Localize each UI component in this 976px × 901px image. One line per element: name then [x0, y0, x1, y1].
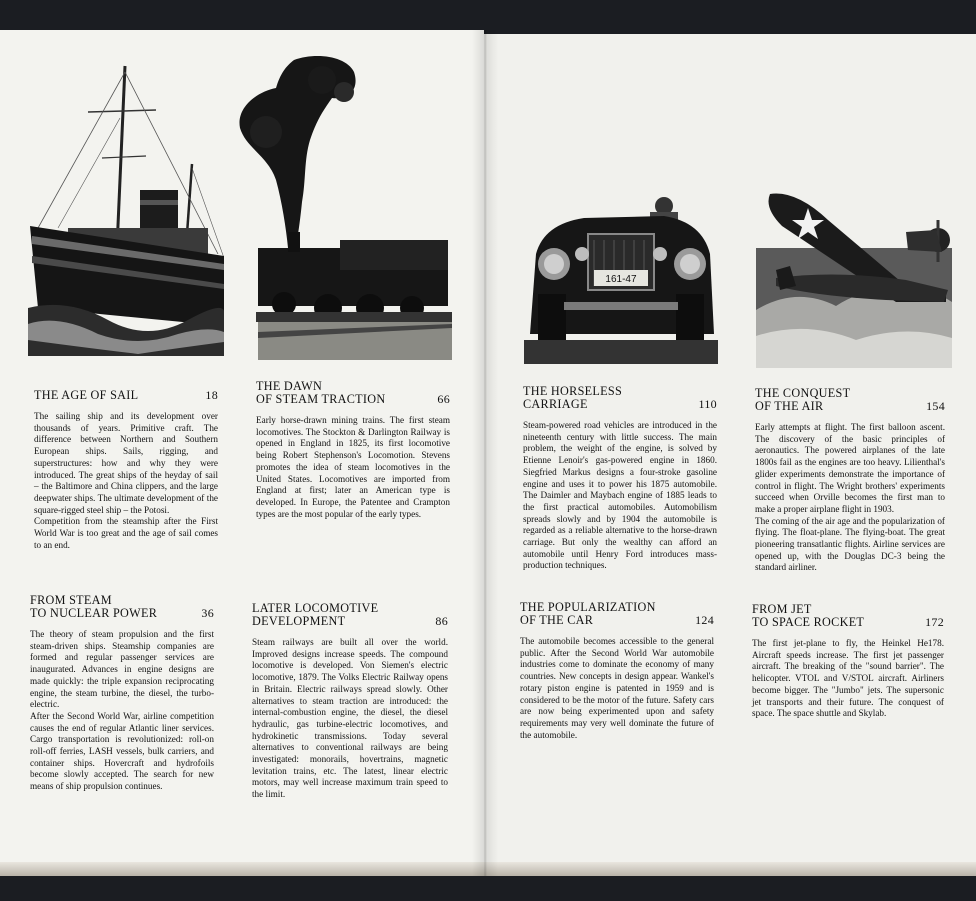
section-title-line: OF STEAM TRACTION	[256, 392, 386, 406]
license-plate: 161-47	[605, 274, 637, 285]
section-title	[752, 603, 944, 629]
section-title-line: DEVELOPMENT	[252, 614, 346, 628]
section-body	[523, 420, 717, 572]
section-title-line: THE DAWN	[256, 379, 323, 393]
section-title-line: LATER LOCOMOTIVE	[252, 601, 379, 615]
section-paragraph: Steam-powered road vehicles are introduced in the nineteenth century with little success. The main problem, the weight of the engine, is solved by Etienne Lenoir's gas-powered engine in 1860. Siegfried Markus designs a four-stroke gasoline engine and uses it to power his 1875 automobile. The Daimler and Maybach engine of 1885 leads to the first practical automobiles. Automobilism spreads slowly and by 1904 the automobile is regarded as a reliable alternative to the horse-drawn carriage. But only the wealthy can afford an automobile until Henry Ford introduces mass-production techniques.	[523, 420, 717, 571]
section-body	[256, 415, 450, 520]
section-body	[252, 637, 448, 801]
section-paragraph: The theory of steam propulsion and the first steam-driven ships. Steamship companies are formed and regular passenger services are inaugurated. Advances in engine designs are made quickly: the triple expansion reciprocating engine, the steam turbine, the diesel, the turbo-electric.	[30, 629, 214, 710]
section-dawn-of-steam-traction	[256, 380, 450, 520]
section-body	[520, 636, 714, 741]
section-paragraph: Competition from the steamship after the First World War is too great and the age of sail comes to an end.	[34, 516, 218, 550]
section-page-number: 172	[925, 615, 944, 629]
section-body	[755, 422, 945, 574]
section-paragraph: Early attempts at flight. The first balloon ascent. The discovery of the basic principles of aeronautics. The powered airplanes of the late 1800s fail as the engines are too heavy. Lilienthal's glider experiments demonstrate the importance of control in flight. The Wright brothers' experiments succeed when Orville becomes the first man to make a proper airplane flight in 1903.	[755, 422, 945, 514]
section-paragraph: After the Second World War, airline competition causes the end of regular Atlantic liner services. Cargo transportation is revolutionized: roll-on roll-off ferries, LASH vessels, bulk carriers, and container ships. Hovercraft and hydrofoils become slowly accepted. The search for new means of ship propulsion continues.	[30, 710, 214, 792]
section-title-line: FROM JET	[752, 602, 812, 616]
section-title-line: TO SPACE ROCKET	[752, 615, 865, 629]
section-horseless-carriage	[523, 385, 717, 572]
section-title-line: CARRIAGE	[523, 397, 588, 411]
section-page-number: 124	[695, 613, 714, 627]
vintage-car-photo	[524, 194, 718, 364]
section-paragraph: The sailing ship and its development over thousands of years. Primitive craft. The difference between Northern and Southern European ships. Sails, rigging, and superstructures: how and why they were introduced. The great ships of the heyday of sail – the Baltimore and China clippers, and the large deepwater ships. The ultimate development of the square-rigged steel ship – the Potosi.	[34, 411, 218, 515]
book-bottom-edge	[0, 862, 976, 876]
section-paragraph: The first jet-plane to fly, the Heinkel He178. Aircraft speeds increase. The first jet passenger aircraft. The breaking of the "sound barrier". The helicopter. VTOL and V/STOL aircraft. Airliners become bigger. The "Jumbo" jets. The supersonic jet transports and their future. The conquest of space. The space shuttle and Skylab.	[752, 638, 944, 719]
section-title	[34, 389, 218, 402]
section-page-number: 110	[698, 397, 717, 411]
section-page-number: 18	[205, 388, 218, 402]
section-title	[252, 602, 448, 628]
section-paragraph: The coming of the air age and the popularization of flying. The float-plane. The flying-boat. The great pioneering transatlantic flights. Airline services are opened up, with the Douglas DC-3 being the standard airliner.	[755, 515, 945, 573]
section-title-line: THE CONQUEST	[755, 386, 851, 400]
section-title	[523, 385, 717, 411]
section-title-line: THE AGE OF SAIL	[34, 388, 139, 402]
section-title-line: THE HORSELESS	[523, 384, 623, 398]
section-title-line: TO NUCLEAR POWER	[30, 606, 158, 620]
section-from-steam-to-nuclear-power	[30, 594, 214, 793]
section-conquest-of-the-air	[755, 387, 945, 574]
section-title	[520, 601, 714, 627]
section-age-of-sail	[34, 389, 218, 551]
section-title-line: FROM STEAM	[30, 593, 112, 607]
section-page-number: 154	[926, 399, 945, 413]
section-body	[34, 411, 218, 551]
section-title-line: THE POPULARIZATION	[520, 600, 656, 614]
section-body	[752, 638, 944, 720]
section-title	[30, 594, 214, 620]
steam-locomotive-photo	[236, 52, 452, 362]
section-title	[755, 387, 945, 413]
section-page-number: 66	[437, 392, 450, 406]
section-page-number: 86	[435, 614, 448, 628]
section-paragraph: Steam railways are built all over the world. Improved designs increase speeds. The compound locomotive is developed. Von Siemen's electric locomotive, 1879. The Volks Electric Railway opens in Britain. Electric railways spread slowly. Other alternatives to steam traction are introduced: the internal-combustion engine, the diesel, the diesel hydraulic, gas turbine-electric locomotives, and hydrokinetic transmissions. Today several alternatives to conventional railways are being investigated: monorails, hovertrains, magnetic levitation trains, etc. The latest, linear electric motors, may well increase maximum train speed to the limit.	[252, 637, 448, 800]
section-title-line: OF THE AIR	[755, 399, 824, 413]
section-later-locomotive-development	[252, 602, 448, 801]
section-paragraph: The automobile becomes accessible to the general public. After the Second World War automobile industries come to dominate the economy of many countries. New concepts in design appear. Wankel's rotary piston engine is patented in 1959 and is considered to be the motor of the future. Safety cars are now being experimented upon and safety requirements may very well dominate the future of the automobile.	[520, 636, 714, 740]
section-from-jet-to-space-rocket	[752, 603, 944, 720]
section-popularization-of-the-car	[520, 601, 714, 741]
section-body	[30, 629, 214, 793]
section-title	[256, 380, 450, 406]
steamship-photo	[28, 58, 224, 356]
section-page-number: 36	[201, 606, 214, 620]
fighter-plane-photo	[756, 190, 952, 368]
section-paragraph: Early horse-drawn mining trains. The first steam locomotives. The Stockton & Darlington Railway is opened in England in 1825, its first locomotive being Robert Stephenson's Locomotion. Stevens promotes the idea of steam locomotives in the United States. Locomotives are imported from England at first; later an American type is developed. In Europe, the Patentee and Crampton types are the most popular of the early types.	[256, 415, 450, 519]
section-title-line: OF THE CAR	[520, 613, 594, 627]
